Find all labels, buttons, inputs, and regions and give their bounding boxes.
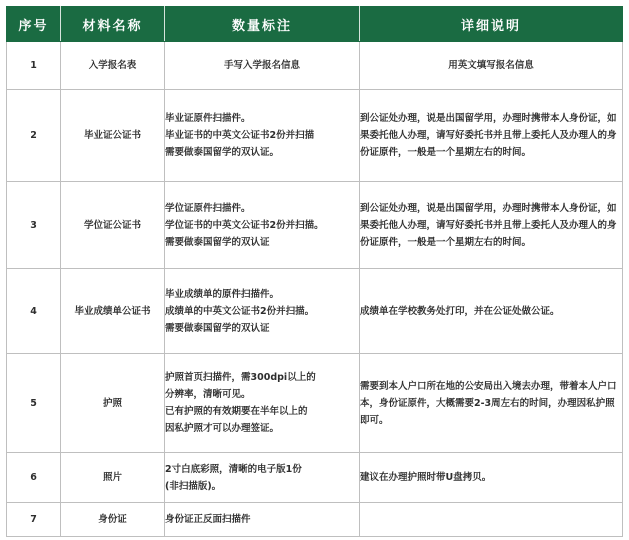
quantity-line: 成绩单的中英文公证书2份并扫描。 xyxy=(165,305,315,317)
row-number: 2 xyxy=(7,90,61,182)
material-name: 身份证 xyxy=(61,503,165,537)
table-header-row xyxy=(7,7,623,42)
description-text: 建议在办理护照时带U盘拷贝。 xyxy=(360,472,492,483)
quantity-line: 已有护照的有效期要在半年以上的 xyxy=(165,406,308,417)
quantity-line: 分辨率，清晰可见。 xyxy=(165,389,251,400)
quantity-note xyxy=(165,182,360,269)
material-name: 毕业成绩单公证书 xyxy=(61,269,165,354)
table-row xyxy=(7,90,623,182)
detail-description xyxy=(360,354,623,453)
header-material-name: 材料名称 xyxy=(61,7,165,42)
table-row xyxy=(7,269,623,354)
materials-table xyxy=(6,6,623,537)
detail-description xyxy=(360,90,623,182)
quantity-line: 因私护照才可以办理签证。 xyxy=(165,423,280,434)
quantity-note xyxy=(165,90,360,182)
table-row xyxy=(7,182,623,269)
material-name: 护照 xyxy=(61,354,165,453)
row-number: 5 xyxy=(7,354,61,453)
detail-description: 用英文填写报名信息 xyxy=(360,42,623,90)
table-row xyxy=(7,354,623,453)
quantity-note xyxy=(165,453,360,503)
row-number: 7 xyxy=(7,503,61,537)
table-row xyxy=(7,503,623,537)
quantity-line: 手写入学报名信息 xyxy=(223,60,300,71)
quantity-line: 需要做泰国留学的双认证 xyxy=(165,322,270,334)
header-detail-description: 详细说明 xyxy=(360,7,623,42)
quantity-note xyxy=(165,42,360,90)
quantity-line: 身份证正反面扫描件 xyxy=(165,514,251,525)
table-row xyxy=(7,42,623,90)
material-name: 入学报名表 xyxy=(61,42,165,90)
row-number: 4 xyxy=(7,269,61,354)
quantity-line: 学位证原件扫描件。 xyxy=(165,202,251,214)
row-number: 3 xyxy=(7,182,61,269)
description-text: 成绩单在学校教务处打印，并在公证处做公证。 xyxy=(360,305,560,317)
quantity-note xyxy=(165,503,360,537)
quantity-note xyxy=(165,269,360,354)
quantity-line: 毕业证原件扫描件。 xyxy=(165,113,251,124)
row-number: 1 xyxy=(7,42,61,90)
quantity-line: 学位证书的中英文公证书2份并扫描。 xyxy=(165,219,324,231)
quantity-line: (非扫描版)。 xyxy=(165,480,222,492)
detail-description xyxy=(360,503,623,537)
detail-description xyxy=(360,453,623,503)
quantity-note xyxy=(165,354,360,453)
table-row xyxy=(7,453,623,503)
quantity-line: 毕业成绩单的原件扫描件。 xyxy=(165,288,280,300)
quantity-line: 2寸白底彩照，清晰的电子版1份 xyxy=(165,463,302,475)
quantity-line: 护照首页扫描件，需300dpi以上的 xyxy=(165,372,316,383)
description-text: 到公证处办理，说是出国留学用，办理时携带本人身份证，如果委托他人办理，请写好委托书并且带上委托人及办理人的身份证原件，一般是一个星期左右的时间。 xyxy=(360,113,617,158)
description-text: 到公证处办理，说是出国留学用，办理时携带本人身份证，如果委托他人办理，请写好委托书并且带上委托人及办理人的身份证原件，一般是一个星期左右的时间。 xyxy=(360,202,617,248)
detail-description xyxy=(360,269,623,354)
quantity-line: 毕业证书的中英文公证书2份并扫描 xyxy=(165,130,315,141)
detail-description xyxy=(360,182,623,269)
row-number: 6 xyxy=(7,453,61,503)
description-text: 需要到本人户口所在地的公安局出入境去办理，带着本人户口本，身份证原件，大概需要2-3周左右的时间，办理因私护照即可。 xyxy=(360,380,617,426)
header-serial-number: 序号 xyxy=(7,7,61,42)
header-quantity-note: 数量标注 xyxy=(165,7,360,42)
quantity-line: 需要做泰国留学的双认证 xyxy=(165,236,270,248)
material-name: 照片 xyxy=(61,453,165,503)
material-name: 学位证公证书 xyxy=(61,182,165,269)
material-name: 毕业证公证书 xyxy=(61,90,165,182)
quantity-line: 需要做泰国留学的双认证。 xyxy=(165,147,280,158)
